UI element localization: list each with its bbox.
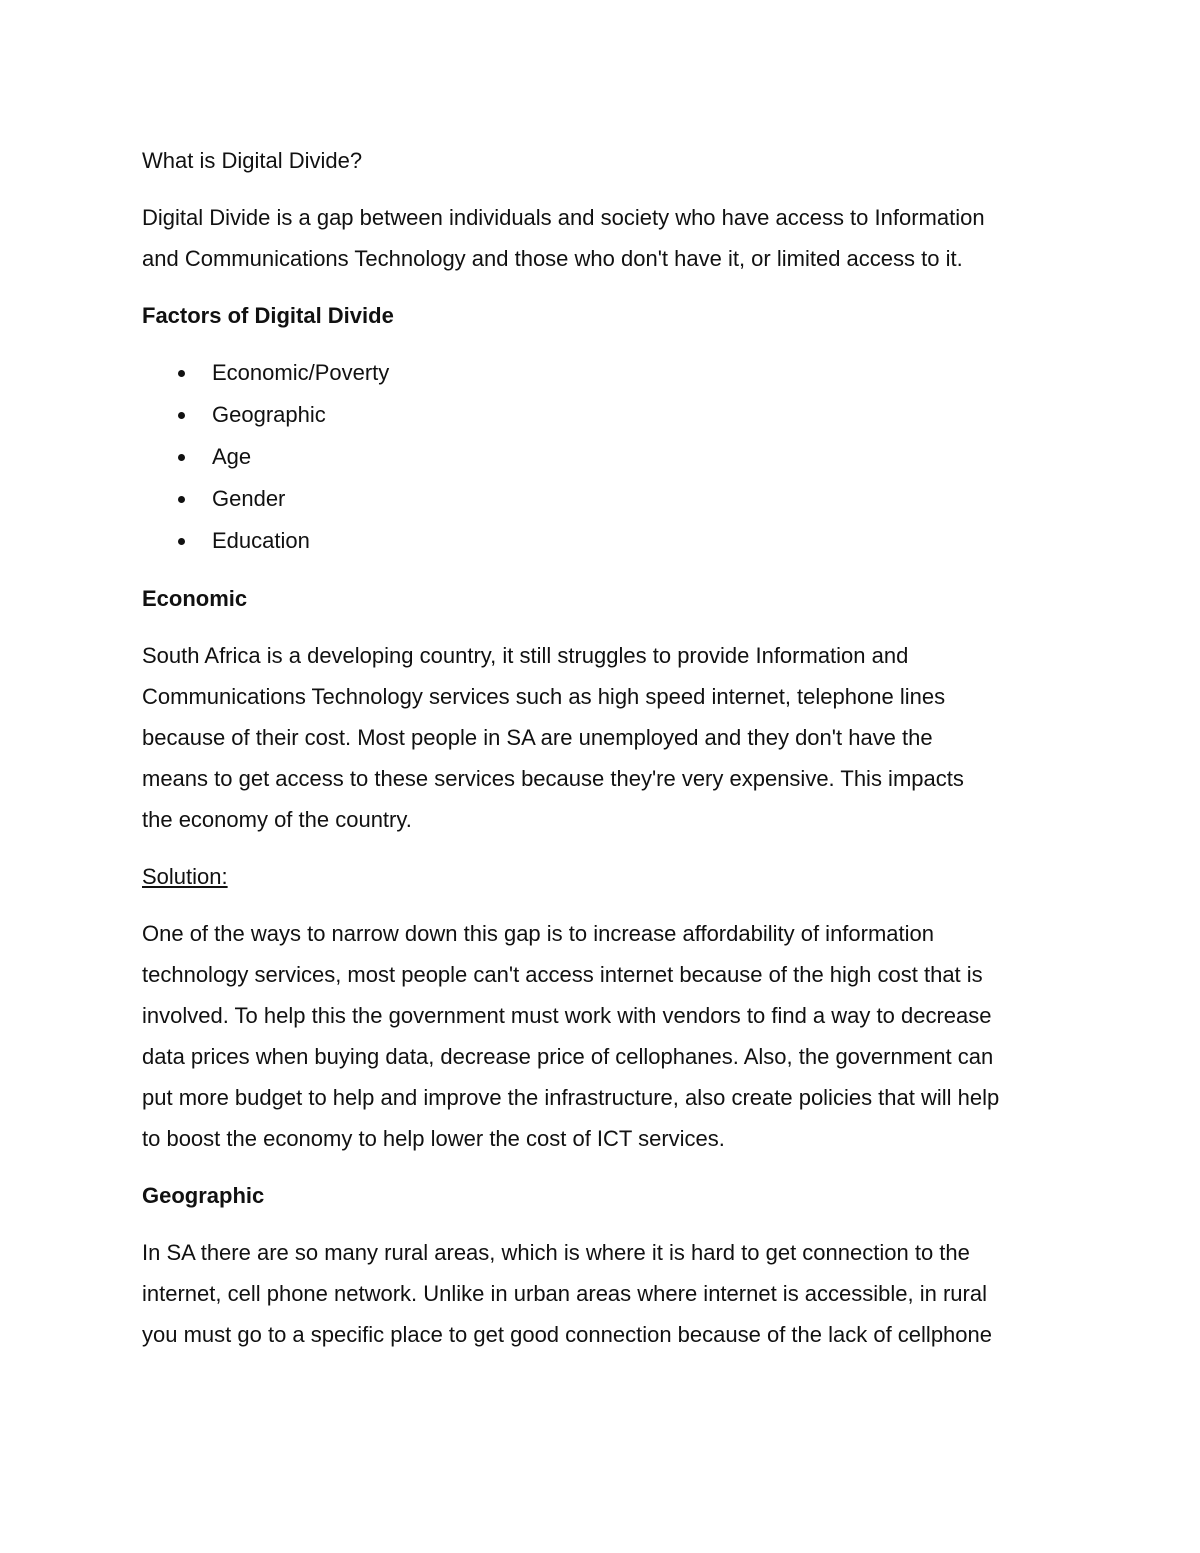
bullet-icon xyxy=(178,538,185,545)
question-heading: What is Digital Divide? xyxy=(142,148,363,173)
list-item-label: Age xyxy=(212,444,252,469)
list-item xyxy=(142,520,1072,562)
list-item-label: Economic/Poverty xyxy=(212,360,390,385)
list-item xyxy=(142,436,1072,478)
paragraph-line: Communications Technology services such as high speed internet, telephone lines xyxy=(142,684,946,709)
geographic-heading: Geographic xyxy=(142,1183,265,1208)
list-item-label: Education xyxy=(212,528,310,553)
definition-line: and Communications Technology and those who don't have it, or limited access to it. xyxy=(142,246,963,271)
bullet-icon xyxy=(178,496,185,503)
list-item xyxy=(142,352,1072,394)
solution-paragraph xyxy=(142,913,1072,1159)
paragraph-line: One of the ways to narrow down this gap is to increase affordability of information xyxy=(142,921,935,946)
list-item xyxy=(142,394,1072,436)
paragraph-line: involved. To help this the government must work with vendors to find a way to decrease xyxy=(142,1003,992,1028)
list-item-label: Gender xyxy=(212,486,286,511)
paragraph-line: to boost the economy to help lower the cost of ICT services. xyxy=(142,1126,725,1151)
factors-list xyxy=(142,352,1072,562)
list-item xyxy=(142,478,1072,520)
bullet-icon xyxy=(178,370,185,377)
bullet-icon xyxy=(178,412,185,419)
paragraph-line: the economy of the country. xyxy=(142,807,412,832)
list-item-label: Geographic xyxy=(212,402,326,427)
factors-heading: Factors of Digital Divide xyxy=(142,303,394,328)
paragraph-line: means to get access to these services because they're very expensive. This impacts xyxy=(142,766,964,791)
solution-heading: Solution: xyxy=(142,864,228,889)
paragraph-line: In SA there are so many rural areas, which is where it is hard to get connection to the xyxy=(142,1240,970,1265)
paragraph-line: you must go to a specific place to get good connection because of the lack of cellphone xyxy=(142,1322,992,1347)
definition-line: Digital Divide is a gap between individuals and society who have access to Information xyxy=(142,205,985,230)
paragraph-line: internet, cell phone network. Unlike in urban areas where internet is accessible, in rural xyxy=(142,1281,987,1306)
geographic-paragraph xyxy=(142,1232,1072,1355)
paragraph-line: because of their cost. Most people in SA are unemployed and they don't have the xyxy=(142,725,933,750)
document-body xyxy=(142,140,1072,1355)
bullet-icon xyxy=(178,454,185,461)
paragraph-line: data prices when buying data, decrease price of cellophanes. Also, the government can xyxy=(142,1044,994,1069)
paragraph-line: South Africa is a developing country, it still struggles to provide Information and xyxy=(142,643,909,668)
economic-paragraph xyxy=(142,635,1072,840)
paragraph-line: put more budget to help and improve the infrastructure, also create policies that will help xyxy=(142,1085,1000,1110)
paragraph-line: technology services, most people can't access internet because of the high cost that is xyxy=(142,962,983,987)
economic-heading: Economic xyxy=(142,586,248,611)
